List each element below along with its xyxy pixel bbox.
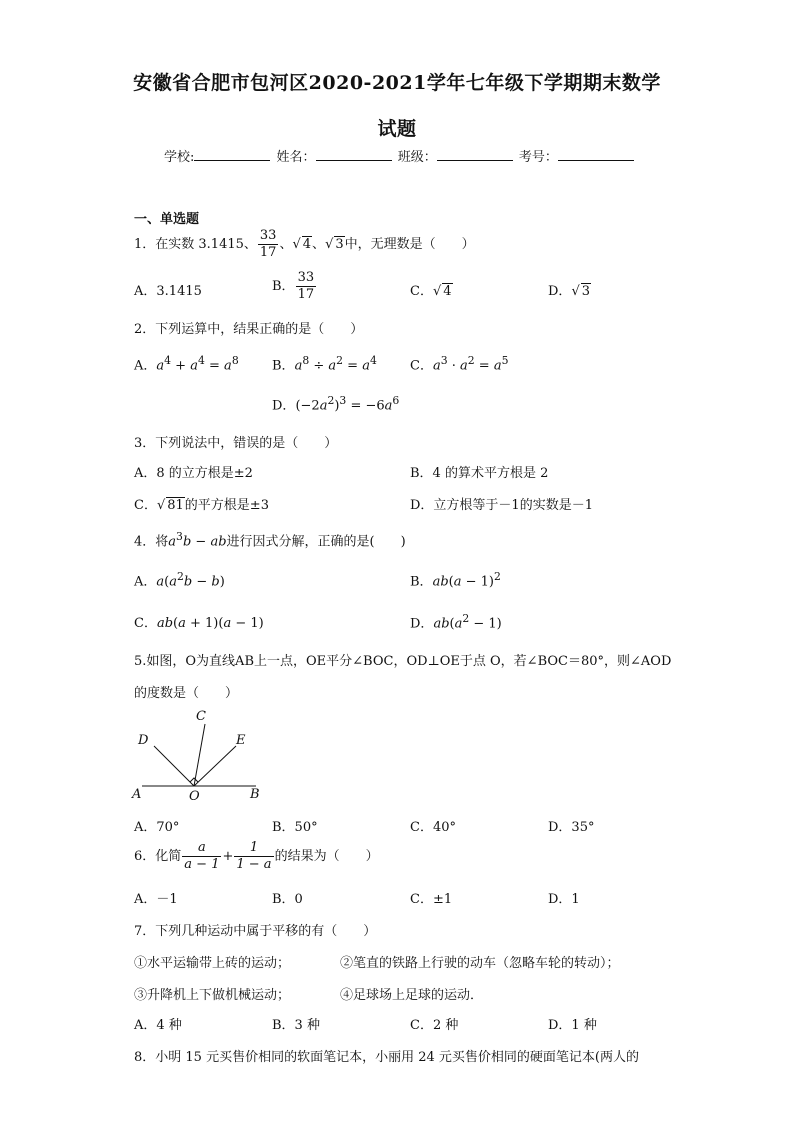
q2-option-b: B．$a^8 \div a^2 = a^4$: [272, 354, 377, 374]
q6-option-c: C．±1: [410, 892, 453, 907]
q4-option-c: C．ab(a + 1)(a − 1): [134, 616, 264, 631]
question-4-stem: 4．将$a^3b$ − ab进行因式分解，正确的是( ): [134, 530, 406, 550]
sqrt-icon: √: [571, 284, 580, 299]
question-5-stem-continued: 的度数是（ ）: [134, 686, 239, 701]
point-b-label: B: [250, 787, 260, 802]
q1-option-c: C．√ 4: [410, 284, 452, 299]
q7-statement-2: ②笔直的铁路上行驶的动车（忽略车轮的转动）；: [340, 956, 620, 971]
q1-option-b: B． $\frac{33}{17}$: [272, 270, 315, 302]
fraction: $\frac{33}{17}$: [259, 228, 277, 260]
q6-option-b: B．0: [272, 892, 303, 907]
page-title-continued: 试题: [377, 118, 417, 140]
q2-option-a: A．$a^4 + a^4 = a^8$: [134, 354, 239, 374]
page-title: 安徽省合肥市包河区2020-2021学年七年级下学期期末数学: [133, 72, 661, 94]
school-label: 学校:: [164, 150, 195, 165]
class-blank[interactable]: [437, 148, 513, 161]
q7-statement-1: ①水平运输带上砖的运动；: [134, 956, 291, 971]
sqrt-icon: √: [325, 237, 334, 252]
point-e-label: E: [236, 733, 246, 748]
sqrt-icon: √: [432, 284, 442, 299]
number-label: 考号：: [518, 150, 558, 165]
q7-option-b: B．3 种: [272, 1018, 320, 1033]
q3-option-d: D．立方根等于－1的实数是－1: [410, 498, 593, 513]
angle-figure: [128, 704, 268, 804]
student-info-line: [164, 146, 636, 165]
q2-option-c: C．$a^3 \cdot a^2 = a^5$: [410, 354, 509, 374]
right-angle-mark: [190, 778, 198, 782]
name-label: 姓名：: [276, 150, 316, 165]
q1-option-a: A．3.1415: [134, 284, 202, 299]
class-label: 班级：: [397, 150, 437, 165]
sqrt-icon: √: [156, 498, 166, 513]
q7-option-c: C．2 种: [410, 1018, 459, 1033]
q7-option-d: D．1 种: [548, 1018, 597, 1033]
section-heading: 一、单选题: [134, 212, 200, 227]
q4-option-b: B．$ab(a - 1)^2$: [410, 570, 501, 590]
q7-option-a: A．4 种: [134, 1018, 182, 1033]
ray-od: [154, 746, 194, 786]
q3-option-a: A．8 的立方根是±2: [134, 466, 253, 481]
q2-option-d: D．$(-2a^2)^3 = -6a^6$: [272, 394, 400, 414]
q3-option-c: C．√ 81的平方根是±3: [134, 498, 269, 513]
number-blank[interactable]: [558, 148, 634, 161]
sqrt-icon: √: [292, 237, 301, 252]
q4-option-d: D．$ab(a^2 - 1)$: [410, 612, 502, 632]
q5-option-b: B．50°: [272, 820, 318, 835]
q7-statement-4: ④足球场上足球的运动．: [340, 988, 484, 1003]
question-3-stem: 3．下列说法中，错误的是（ ）: [134, 436, 338, 451]
question-2-stem: 2．下列运算中，结果正确的是（ ）: [134, 322, 364, 337]
q4-option-a: A．$a(a^2b - b)$: [134, 570, 225, 590]
question-7-stem: 7．下列几种运动中属于平移的有（ ）: [134, 924, 377, 939]
question-1-stem: 1．在实数 3.1415、 $\frac{33}{17}$ 、√ 4、√ 3中，无理数是（ ）: [134, 228, 475, 260]
q6-option-a: A．－1: [134, 892, 178, 907]
q5-option-d: D．35°: [548, 820, 595, 835]
question-8-stem: 8．小明 15 元买售价相同的软面笔记本，小丽用 24 元买售价相同的硬面笔记本(两人的: [134, 1050, 639, 1065]
q3-option-b: B．4 的算术平方根是 2: [410, 466, 549, 481]
name-blank[interactable]: [316, 148, 392, 161]
q5-option-a: A．70°: [134, 820, 180, 835]
q7-statement-3: ③升降机上下做机械运动；: [134, 988, 291, 1003]
question-5-stem: 5.如图，O为直线AB上一点，OE平分∠BOC，OD⊥OE于点 O，若∠BOC＝80°，则∠AOD: [134, 654, 672, 669]
school-blank[interactable]: [194, 148, 270, 161]
q1-option-d: D．√ 3: [548, 284, 591, 299]
q5-option-c: C．40°: [410, 820, 456, 835]
q6-option-d: D．1: [548, 892, 580, 907]
point-a-label: A: [132, 787, 142, 802]
point-c-label: C: [196, 709, 206, 724]
question-6-stem: 6．化简 $\frac{a}{a - 1}$ + $\frac{1}{1 - a}$ 的结果为（ ）: [134, 840, 379, 872]
point-o-label: O: [189, 789, 200, 804]
point-d-label: D: [138, 733, 149, 748]
